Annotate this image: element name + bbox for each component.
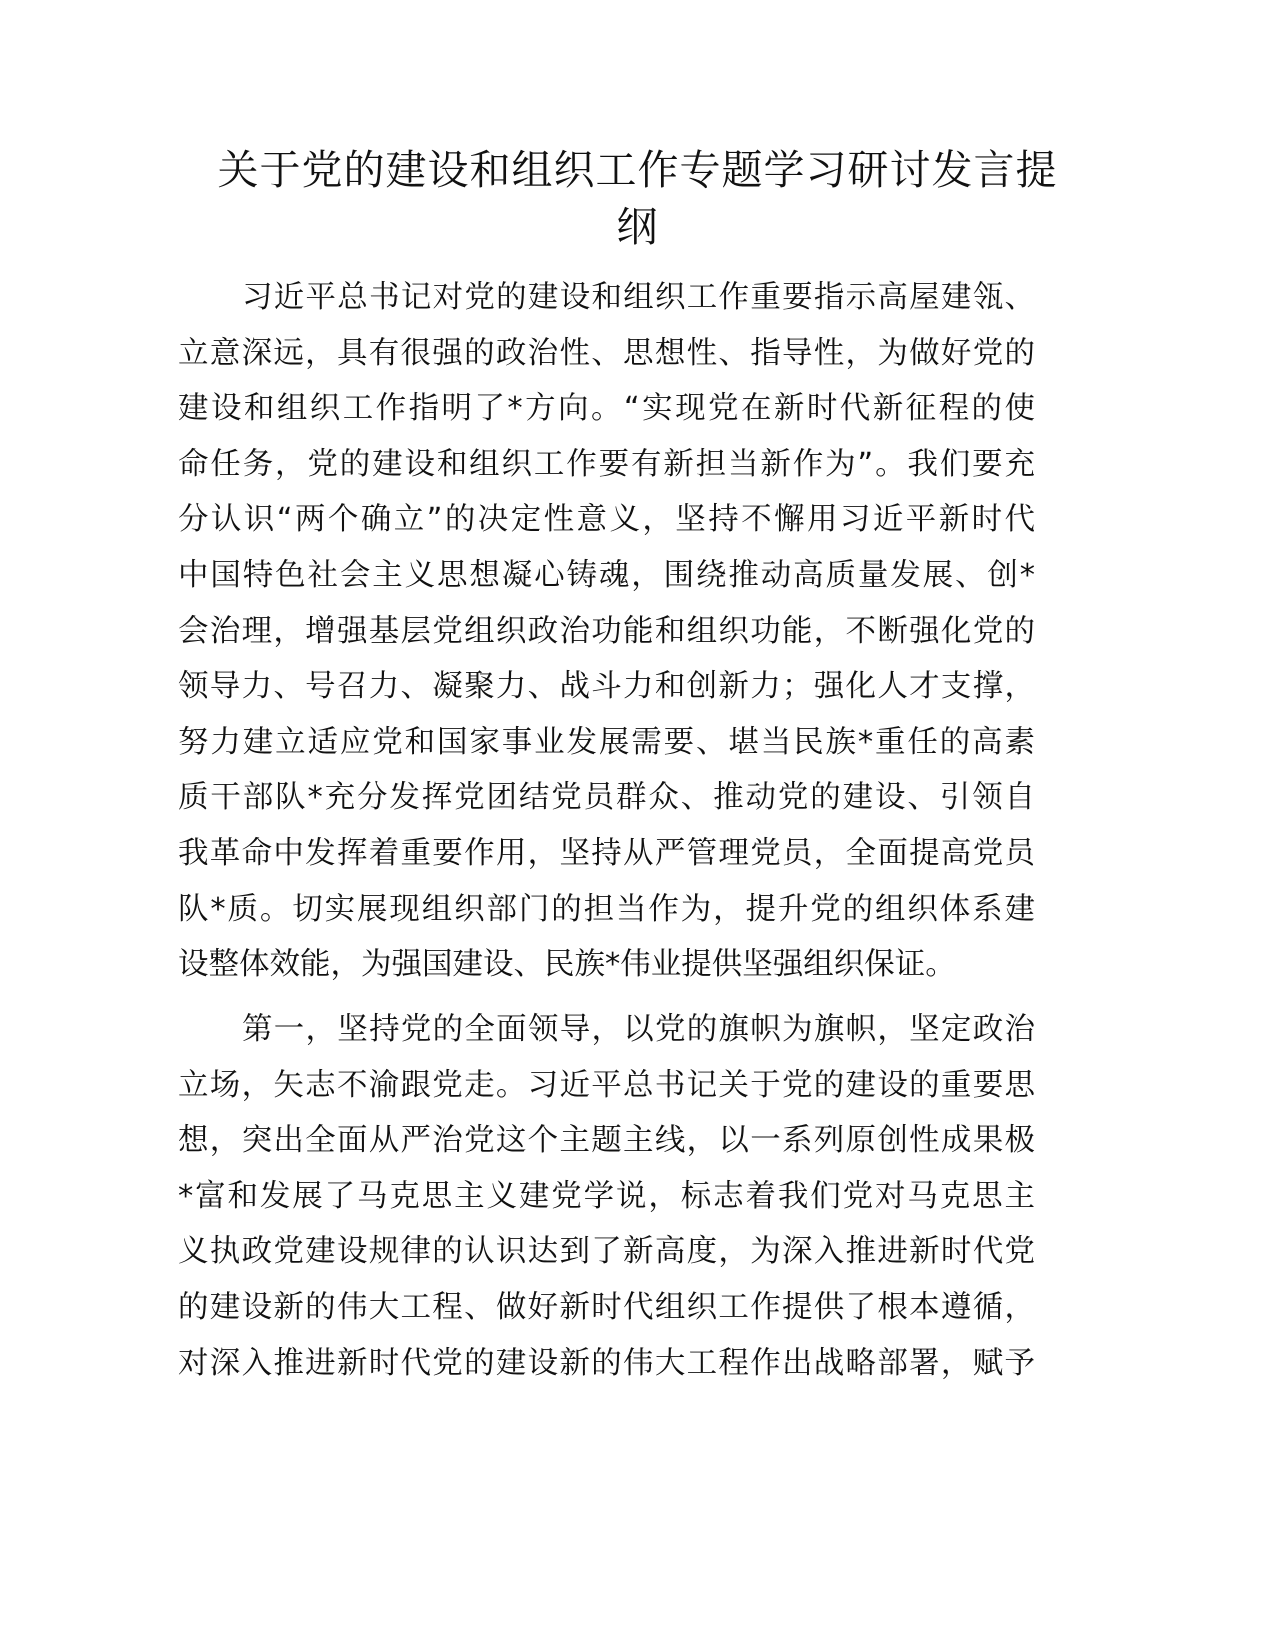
paragraph-line: 第一，坚持党的全面领导，以党的旗帜为旗帜，坚定政治 <box>242 1012 1035 1047</box>
document-title <box>0 142 1275 256</box>
paragraph-line: 对深入推进新时代党的建设新的伟大工程作出战略部署，赋予 <box>178 1345 1035 1381</box>
paragraph-intro <box>178 270 1035 993</box>
paragraph-line: 立意深远，具有很强的政治性、思想性、指导性，为做好党的 <box>178 335 1035 371</box>
paragraph-line: 会治理，增强基层党组织政治功能和组织功能，不断强化党的 <box>178 613 1035 649</box>
paragraph-line: 领导力、号召力、凝聚力、战斗力和创新力；强化人才支撑， <box>178 669 1035 705</box>
paragraph-line: 命任务，党的建设和组织工作要有新担当新作为”。我们要充 <box>178 446 1035 482</box>
paragraph-line: 习近平总书记对党的建设和组织工作重要指示高屋建瓴、 <box>242 280 1035 315</box>
paragraph-line: 义执政党建设规律的认识达到了新高度，为深入推进新时代党 <box>178 1234 1035 1270</box>
title-line: 纲 <box>616 203 659 251</box>
paragraph-line: 立场，矢志不渝跟党走。习近平总书记关于党的建设的重要思 <box>178 1067 1035 1103</box>
title-line: 关于党的建设和组织工作专题学习研讨发言提 <box>217 146 1058 194</box>
paragraph-line: 质干部队*充分发挥党团结党员群众、推动党的建设、引领自 <box>178 780 1035 816</box>
paragraph-line: 建设和组织工作指明了*方向。“实现党在新时代新征程的使 <box>178 391 1035 427</box>
paragraph-line: 设整体效能，为强国建设、民族*伟业提供坚强组织保证。 <box>178 947 956 983</box>
paragraph-line: *富和发展了马克思主义建党学说，标志着我们党对马克思主 <box>178 1178 1035 1214</box>
paragraph-line: 分认识“两个确立”的决定性意义，坚持不懈用习近平新时代 <box>178 502 1035 538</box>
paragraph-line: 队*质。切实展现组织部门的担当作为，提升党的组织体系建 <box>178 891 1035 927</box>
paragraph-line: 我革命中发挥着重要作用，坚持从严管理党员，全面提高党员 <box>178 835 1035 871</box>
paragraph-line: 想，突出全面从严治党这个主题主线，以一系列原创性成果极 <box>178 1123 1035 1159</box>
paragraph-line: 的建设新的伟大工程、做好新时代组织工作提供了根本遵循， <box>178 1289 1035 1325</box>
paragraph-line: 中国特色社会主义思想凝心铸魂，围绕推动高质量发展、创* <box>178 557 1035 593</box>
paragraph-first-point <box>178 1002 1035 1391</box>
paragraph-line: 努力建立适应党和国家事业发展需要、堪当民族*重任的高素 <box>178 724 1035 760</box>
